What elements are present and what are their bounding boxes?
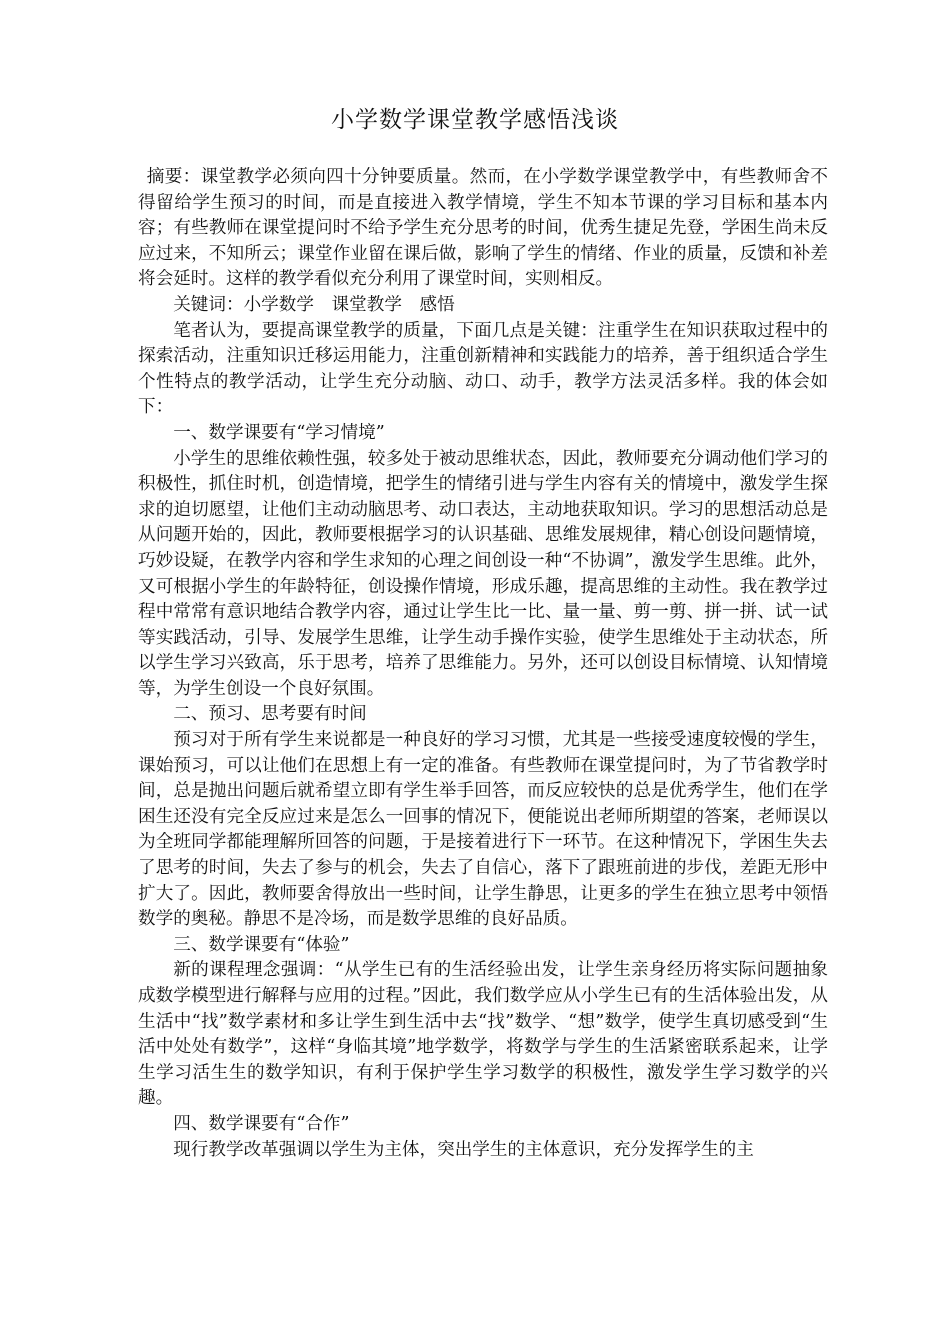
keywords-line: 关键词：小学数学 课堂教学 感悟 [173,294,455,315]
section-paragraph-4: 现行教学改革强调以学生为主体，突出学生的主体意识，充分发挥学生的主 [173,1139,754,1160]
section-heading-4: 四、数学课要有“合作” [173,1113,350,1134]
section-heading-2: 二、预习、思考要有时间 [173,704,367,725]
abstract-paragraph: 摘要：课堂教学必须向四十分钟要质量。然而，在小学数学课堂教学中，有些教师舍不得留给学生预习的时间，而是直接进入教学情境，学生不知本节课的学习目标和基本内容；有些教师在课堂提问时不给予学生充分思考的时间，优秀生捷足先登，学困生尚未反应过来，不知所云；课堂作业留在课后做，影响了学生的情绪、作业的质量，反馈和补差将会延时。这样的教学看似充分利用了课堂时间，实则相反。 [138,167,828,290]
section-paragraph-1: 小学生的思维依赖性强，较多处于被动思维状态，因此，教师要充分调动他们学习的积极性，抓住时机，创造情境，把学生的情绪引进与学生内容有关的情境中，激发学生探求的迫切愿望，让他们主动动脑思考、动口表达，主动地获取知识。学习的思想活动总是从问题开始的，因此，教师要根据学习的认识基础、思维发展规律，精心创设问题情境，巧妙设疑，在教学内容和学生求知的心理之间创设一种“不协调”，激发学生思维。此外，又可根据小学生的年龄特征，创设操作情境，形成乐趣，提高思维的主动性。我在教学过程中常常有意识地结合教学内容，通过让学生比一比、量一量、剪一剪、拼一拼、试一试等实践活动，引导、发展学生思维，让学生动手操作实验，使学生思维处于主动状态，所以学生学习兴致高，乐于思考，培养了思维能力。另外，还可以创设目标情境、认知情境等，为学生创设一个良好氛围。 [138,448,828,699]
intro-paragraph: 笔者认为，要提高课堂教学的质量，下面几点是关键：注重学生在知识获取过程中的探索活动，注重知识迁移运用能力，注重创新精神和实践能力的培养，善于组织适合学生个性特点的教学活动，让学生充分动脑、动口、动手，教学方法灵活多样。我的体会如下： [138,320,828,418]
section-paragraph-2: 预习对于所有学生来说都是一种良好的学习习惯，尤其是一些接受速度较慢的学生，课始预习，可以让他们在思想上有一定的准备。有些教师在课堂提问时，为了节省教学时间，总是抛出问题后就希望立即有学生举手回答，而反应较快的总是优秀学生，他们在学困生还没有完全反应过来是怎么一回事的情况下，便能说出老师所期望的答案，老师误以为全班同学都能理解所回答的问题，于是接着进行下一环节。在这种情况下，学困生失去了思考的时间，失去了参与的机会，失去了自信心，落下了跟班前进的步伐，差距无形中扩大了。因此，教师要舍得放出一些时间，让学生静思，让更多的学生在独立思考中领悟数学的奥秘。静思不是冷场，而是数学思维的良好品质。 [138,730,828,930]
document-title: 小学数学课堂教学感悟浅谈 [331,107,619,133]
section-heading-3: 三、数学课要有“体验” [173,934,350,955]
document-body [138,165,828,1163]
section-heading-1: 一、数学课要有“学习情境” [173,422,385,443]
section-paragraph-3: 新的课程理念强调：“从学生已有的生活经验出发，让学生亲身经历将实际问题抽象成数学模型进行解释与应用的过程。”因此，我们数学应从小学生已有的生活体验出发，从生活中“找”数学素材和多让学生到生活中去“找”数学、“想”数学，使学生真切感受到“生活中处处有数学”，这样“身临其境”地学数学，将数学与学生的生活紧密联系起来，让学生学习活生生的数学知识，有利于保护学生学习数学的积极性，激发学生学习数学的兴趣。 [138,960,828,1109]
